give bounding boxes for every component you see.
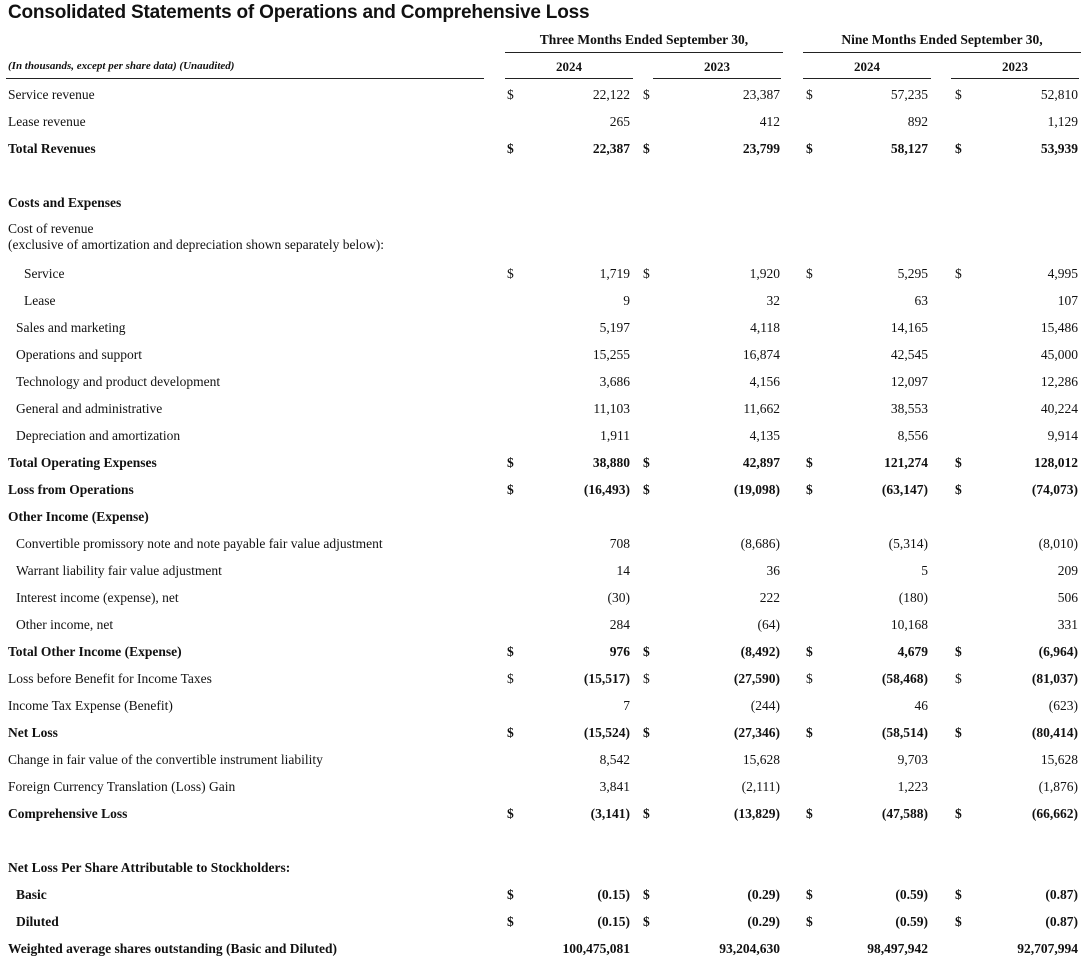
dollar-sign: $ bbox=[643, 644, 650, 659]
row-label: Service bbox=[24, 266, 65, 281]
row-label: Net Loss bbox=[8, 725, 58, 740]
dollar-sign: $ bbox=[507, 455, 514, 470]
table-row bbox=[0, 854, 1087, 881]
row-label: General and administrative bbox=[16, 401, 163, 416]
cell-value: 976 bbox=[609, 644, 630, 659]
dollar-sign: $ bbox=[507, 266, 514, 281]
cell-value: (64) bbox=[757, 617, 780, 632]
column-header: 2024 bbox=[556, 59, 582, 74]
cell-value: (58,468) bbox=[881, 671, 928, 686]
cell-value: (27,590) bbox=[733, 671, 780, 686]
cell-value: 38,880 bbox=[592, 455, 630, 470]
cell-value: 4,156 bbox=[749, 374, 780, 389]
cell-value: (80,414) bbox=[1031, 725, 1078, 740]
cell-value: 14,165 bbox=[890, 320, 928, 335]
cell-value: 100,475,081 bbox=[562, 941, 630, 956]
cell-value: 22,387 bbox=[592, 141, 630, 156]
cell-value: 22,122 bbox=[592, 87, 630, 102]
cell-value: (81,037) bbox=[1031, 671, 1078, 686]
table-row bbox=[0, 692, 1087, 719]
table-row bbox=[0, 449, 1087, 476]
row-label: Total Revenues bbox=[8, 141, 96, 156]
cell-value: 15,255 bbox=[592, 347, 630, 362]
dollar-sign: $ bbox=[643, 87, 650, 102]
cell-value: 8,542 bbox=[599, 752, 630, 767]
cell-value: 1,223 bbox=[897, 779, 928, 794]
cell-value: 209 bbox=[1057, 563, 1078, 578]
cell-value: 506 bbox=[1057, 590, 1078, 605]
period-header-three-months: Three Months Ended September 30, bbox=[539, 32, 749, 47]
cell-value: 284 bbox=[609, 617, 630, 632]
table-row bbox=[0, 881, 1087, 908]
cell-value: 12,286 bbox=[1040, 374, 1078, 389]
cell-value: 9,914 bbox=[1047, 428, 1078, 443]
cell-value: (0.15) bbox=[597, 914, 630, 929]
cell-value: (0.87) bbox=[1045, 887, 1078, 902]
table-row bbox=[0, 503, 1087, 530]
row-label: Lease revenue bbox=[8, 114, 86, 129]
row-label: Operations and support bbox=[16, 347, 142, 362]
cell-value: 107 bbox=[1057, 293, 1078, 308]
cell-value: 3,686 bbox=[599, 374, 630, 389]
dollar-sign: $ bbox=[507, 887, 514, 902]
dollar-sign: $ bbox=[806, 725, 813, 740]
dollar-sign: $ bbox=[955, 87, 962, 102]
row-label: Total Operating Expenses bbox=[8, 455, 157, 470]
table-row bbox=[0, 908, 1087, 935]
dollar-sign: $ bbox=[955, 806, 962, 821]
dollar-sign: $ bbox=[806, 266, 813, 281]
cell-value: 331 bbox=[1057, 617, 1078, 632]
row-label: Total Other Income (Expense) bbox=[8, 644, 182, 659]
dollar-sign: $ bbox=[507, 806, 514, 821]
dollar-sign: $ bbox=[955, 671, 962, 686]
dollar-sign: $ bbox=[806, 671, 813, 686]
cell-value: (58,514) bbox=[881, 725, 928, 740]
row-label: Loss from Operations bbox=[8, 482, 134, 497]
cell-value: 5,197 bbox=[599, 320, 630, 335]
table-row bbox=[0, 135, 1087, 162]
table-row bbox=[0, 611, 1087, 638]
dollar-sign: $ bbox=[806, 482, 813, 497]
dollar-sign: $ bbox=[806, 806, 813, 821]
column-rule bbox=[803, 78, 931, 79]
cell-value: (8,492) bbox=[740, 644, 780, 659]
cell-value: 9 bbox=[623, 293, 630, 308]
dollar-sign: $ bbox=[955, 725, 962, 740]
cell-value: (27,346) bbox=[733, 725, 780, 740]
row-label: Costs and Expenses bbox=[8, 195, 122, 210]
table-row bbox=[0, 584, 1087, 611]
cell-value: (15,524) bbox=[583, 725, 630, 740]
dollar-sign: $ bbox=[806, 644, 813, 659]
cell-value: (180) bbox=[898, 590, 928, 605]
cell-value: (8,010) bbox=[1038, 536, 1078, 551]
dollar-sign: $ bbox=[643, 887, 650, 902]
row-label: Lease bbox=[24, 293, 56, 308]
cell-value: 121,274 bbox=[884, 455, 928, 470]
cell-value: 15,486 bbox=[1040, 320, 1078, 335]
cell-value: (0.59) bbox=[895, 887, 928, 902]
cell-value: (0.15) bbox=[597, 887, 630, 902]
cell-value: (623) bbox=[1048, 698, 1078, 713]
dollar-sign: $ bbox=[955, 141, 962, 156]
table-row bbox=[0, 719, 1087, 746]
table-row bbox=[0, 260, 1087, 287]
row-label: Depreciation and amortization bbox=[16, 428, 181, 443]
cell-value: 52,810 bbox=[1040, 87, 1078, 102]
row-label-continued: (exclusive of amortization and depreciation shown separately below): bbox=[8, 237, 384, 252]
column-rule bbox=[505, 78, 633, 79]
table-row bbox=[0, 773, 1087, 800]
column-header: 2023 bbox=[1002, 59, 1028, 74]
dollar-sign: $ bbox=[507, 725, 514, 740]
cell-value: (3,141) bbox=[590, 806, 630, 821]
cell-value: 5 bbox=[921, 563, 928, 578]
dollar-sign: $ bbox=[643, 482, 650, 497]
table-row bbox=[0, 189, 1087, 216]
cell-value: (244) bbox=[750, 698, 780, 713]
cell-value: (66,662) bbox=[1031, 806, 1078, 821]
cell-value: 3,841 bbox=[599, 779, 630, 794]
column-header: 2024 bbox=[854, 59, 880, 74]
table-row bbox=[0, 557, 1087, 584]
dollar-sign: $ bbox=[507, 141, 514, 156]
dollar-sign: $ bbox=[806, 887, 813, 902]
cell-value: (47,588) bbox=[881, 806, 928, 821]
cell-value: (63,147) bbox=[881, 482, 928, 497]
table-row bbox=[0, 341, 1087, 368]
dollar-sign: $ bbox=[643, 725, 650, 740]
dollar-sign: $ bbox=[806, 455, 813, 470]
row-label: Other income, net bbox=[16, 617, 114, 632]
dollar-sign: $ bbox=[955, 455, 962, 470]
cell-value: 4,118 bbox=[750, 320, 780, 335]
table-row bbox=[0, 287, 1087, 314]
column-header: 2023 bbox=[704, 59, 730, 74]
row-label: Weighted average shares outstanding (Basic and Diluted) bbox=[8, 941, 338, 956]
cell-value: 128,012 bbox=[1034, 455, 1078, 470]
period-header-nine-months: Nine Months Ended September 30, bbox=[841, 32, 1043, 47]
cell-value: 7 bbox=[623, 698, 630, 713]
dollar-sign: $ bbox=[643, 455, 650, 470]
cell-value: (0.29) bbox=[747, 914, 780, 929]
table-row bbox=[0, 368, 1087, 395]
cell-value: 1,911 bbox=[600, 428, 630, 443]
dollar-sign: $ bbox=[643, 914, 650, 929]
row-label: Technology and product development bbox=[16, 374, 221, 389]
cell-value: 45,000 bbox=[1040, 347, 1078, 362]
row-label: Other Income (Expense) bbox=[8, 509, 149, 524]
table-row bbox=[0, 81, 1087, 108]
cell-value: 4,679 bbox=[897, 644, 928, 659]
dollar-sign: $ bbox=[806, 87, 813, 102]
cell-value: 23,387 bbox=[742, 87, 780, 102]
cell-value: 265 bbox=[609, 114, 630, 129]
cell-value: 58,127 bbox=[890, 141, 928, 156]
row-label: Loss before Benefit for Income Taxes bbox=[8, 671, 212, 686]
cell-value: (19,098) bbox=[733, 482, 780, 497]
dollar-sign: $ bbox=[955, 887, 962, 902]
table-row bbox=[0, 935, 1087, 962]
cell-value: 4,135 bbox=[749, 428, 780, 443]
table-row bbox=[0, 314, 1087, 341]
dollar-sign: $ bbox=[955, 914, 962, 929]
cell-value: 38,553 bbox=[890, 401, 928, 416]
cell-value: (74,073) bbox=[1031, 482, 1078, 497]
dollar-sign: $ bbox=[643, 671, 650, 686]
cell-value: 92,707,994 bbox=[1017, 941, 1078, 956]
cell-value: 892 bbox=[907, 114, 928, 129]
table-row bbox=[0, 800, 1087, 827]
cell-value: 10,168 bbox=[890, 617, 928, 632]
dollar-sign: $ bbox=[643, 266, 650, 281]
header-rule bbox=[6, 78, 484, 79]
cell-value: (0.29) bbox=[747, 887, 780, 902]
cell-value: 15,628 bbox=[1040, 752, 1078, 767]
column-rule bbox=[653, 78, 781, 79]
cell-value: 16,874 bbox=[742, 347, 780, 362]
row-label: Service revenue bbox=[8, 87, 95, 102]
cell-value: (8,686) bbox=[740, 536, 780, 551]
dollar-sign: $ bbox=[955, 644, 962, 659]
cell-value: 14 bbox=[616, 563, 630, 578]
row-label: Diluted bbox=[16, 914, 59, 929]
dollar-sign: $ bbox=[507, 644, 514, 659]
row-label: Foreign Currency Translation (Loss) Gain bbox=[8, 779, 236, 794]
cell-value: 1,129 bbox=[1047, 114, 1078, 129]
cell-value: (5,314) bbox=[888, 536, 928, 551]
cell-value: 15,628 bbox=[742, 752, 780, 767]
table-row bbox=[0, 422, 1087, 449]
table-row bbox=[0, 395, 1087, 422]
cell-value: (16,493) bbox=[583, 482, 630, 497]
table-row bbox=[0, 530, 1087, 557]
cell-value: 1,920 bbox=[749, 266, 780, 281]
column-rule bbox=[951, 78, 1079, 79]
dollar-sign: $ bbox=[806, 914, 813, 929]
cell-value: (30) bbox=[607, 590, 630, 605]
period-underline bbox=[505, 52, 783, 53]
cell-value: 93,204,630 bbox=[719, 941, 780, 956]
table-row bbox=[0, 108, 1087, 135]
dollar-sign: $ bbox=[643, 141, 650, 156]
row-label: Net Loss Per Share Attributable to Stockholders: bbox=[8, 860, 291, 875]
cell-value: 12,097 bbox=[890, 374, 928, 389]
cell-value: (2,111) bbox=[741, 779, 780, 794]
row-label: Change in fair value of the convertible instrument liability bbox=[8, 752, 323, 767]
row-label: Basic bbox=[16, 887, 47, 902]
row-label: Income Tax Expense (Benefit) bbox=[8, 698, 173, 713]
cell-value: (1,876) bbox=[1038, 779, 1078, 794]
cell-value: 11,103 bbox=[593, 401, 630, 416]
cell-value: 8,556 bbox=[897, 428, 928, 443]
cell-value: 42,897 bbox=[742, 455, 780, 470]
cell-value: 11,662 bbox=[743, 401, 780, 416]
cell-value: 23,799 bbox=[742, 141, 780, 156]
cell-value: 412 bbox=[759, 114, 780, 129]
page-title: Consolidated Statements of Operations and Comprehensive Loss bbox=[8, 2, 590, 23]
dollar-sign: $ bbox=[806, 141, 813, 156]
unit-note: (In thousands, except per share data) (Unaudited) bbox=[8, 60, 235, 72]
dollar-sign: $ bbox=[955, 266, 962, 281]
row-label: Interest income (expense), net bbox=[16, 590, 179, 605]
cell-value: 57,235 bbox=[890, 87, 928, 102]
dollar-sign: $ bbox=[507, 482, 514, 497]
row-label: Sales and marketing bbox=[16, 320, 126, 335]
cell-value: 4,995 bbox=[1047, 266, 1078, 281]
cell-value: 5,295 bbox=[897, 266, 928, 281]
table-row bbox=[0, 638, 1087, 665]
cell-value: (15,517) bbox=[583, 671, 630, 686]
period-underline bbox=[803, 52, 1081, 53]
cell-value: (0.87) bbox=[1045, 914, 1078, 929]
dollar-sign: $ bbox=[643, 806, 650, 821]
cell-value: 40,224 bbox=[1040, 401, 1078, 416]
dollar-sign: $ bbox=[507, 914, 514, 929]
cell-value: (6,964) bbox=[1038, 644, 1078, 659]
dollar-sign: $ bbox=[955, 482, 962, 497]
cell-value: 46 bbox=[914, 698, 928, 713]
cell-value: 1,719 bbox=[599, 266, 630, 281]
cell-value: 9,703 bbox=[897, 752, 928, 767]
row-label: Warrant liability fair value adjustment bbox=[16, 563, 222, 578]
cell-value: 708 bbox=[609, 536, 630, 551]
table-row bbox=[0, 215, 1087, 252]
table-row bbox=[0, 476, 1087, 503]
cell-value: 36 bbox=[766, 563, 780, 578]
row-label: Comprehensive Loss bbox=[8, 806, 128, 821]
cell-value: (0.59) bbox=[895, 914, 928, 929]
cell-value: 98,497,942 bbox=[867, 941, 928, 956]
table-row bbox=[0, 746, 1087, 773]
cell-value: 42,545 bbox=[890, 347, 928, 362]
cell-value: 53,939 bbox=[1040, 141, 1078, 156]
cell-value: 32 bbox=[766, 293, 780, 308]
dollar-sign: $ bbox=[507, 671, 514, 686]
row-label: Cost of revenue bbox=[8, 221, 94, 236]
cell-value: (13,829) bbox=[733, 806, 780, 821]
dollar-sign: $ bbox=[507, 87, 514, 102]
cell-value: 222 bbox=[759, 590, 780, 605]
table-row bbox=[0, 665, 1087, 692]
row-label: Convertible promissory note and note payable fair value adjustment bbox=[16, 536, 383, 551]
cell-value: 63 bbox=[914, 293, 928, 308]
